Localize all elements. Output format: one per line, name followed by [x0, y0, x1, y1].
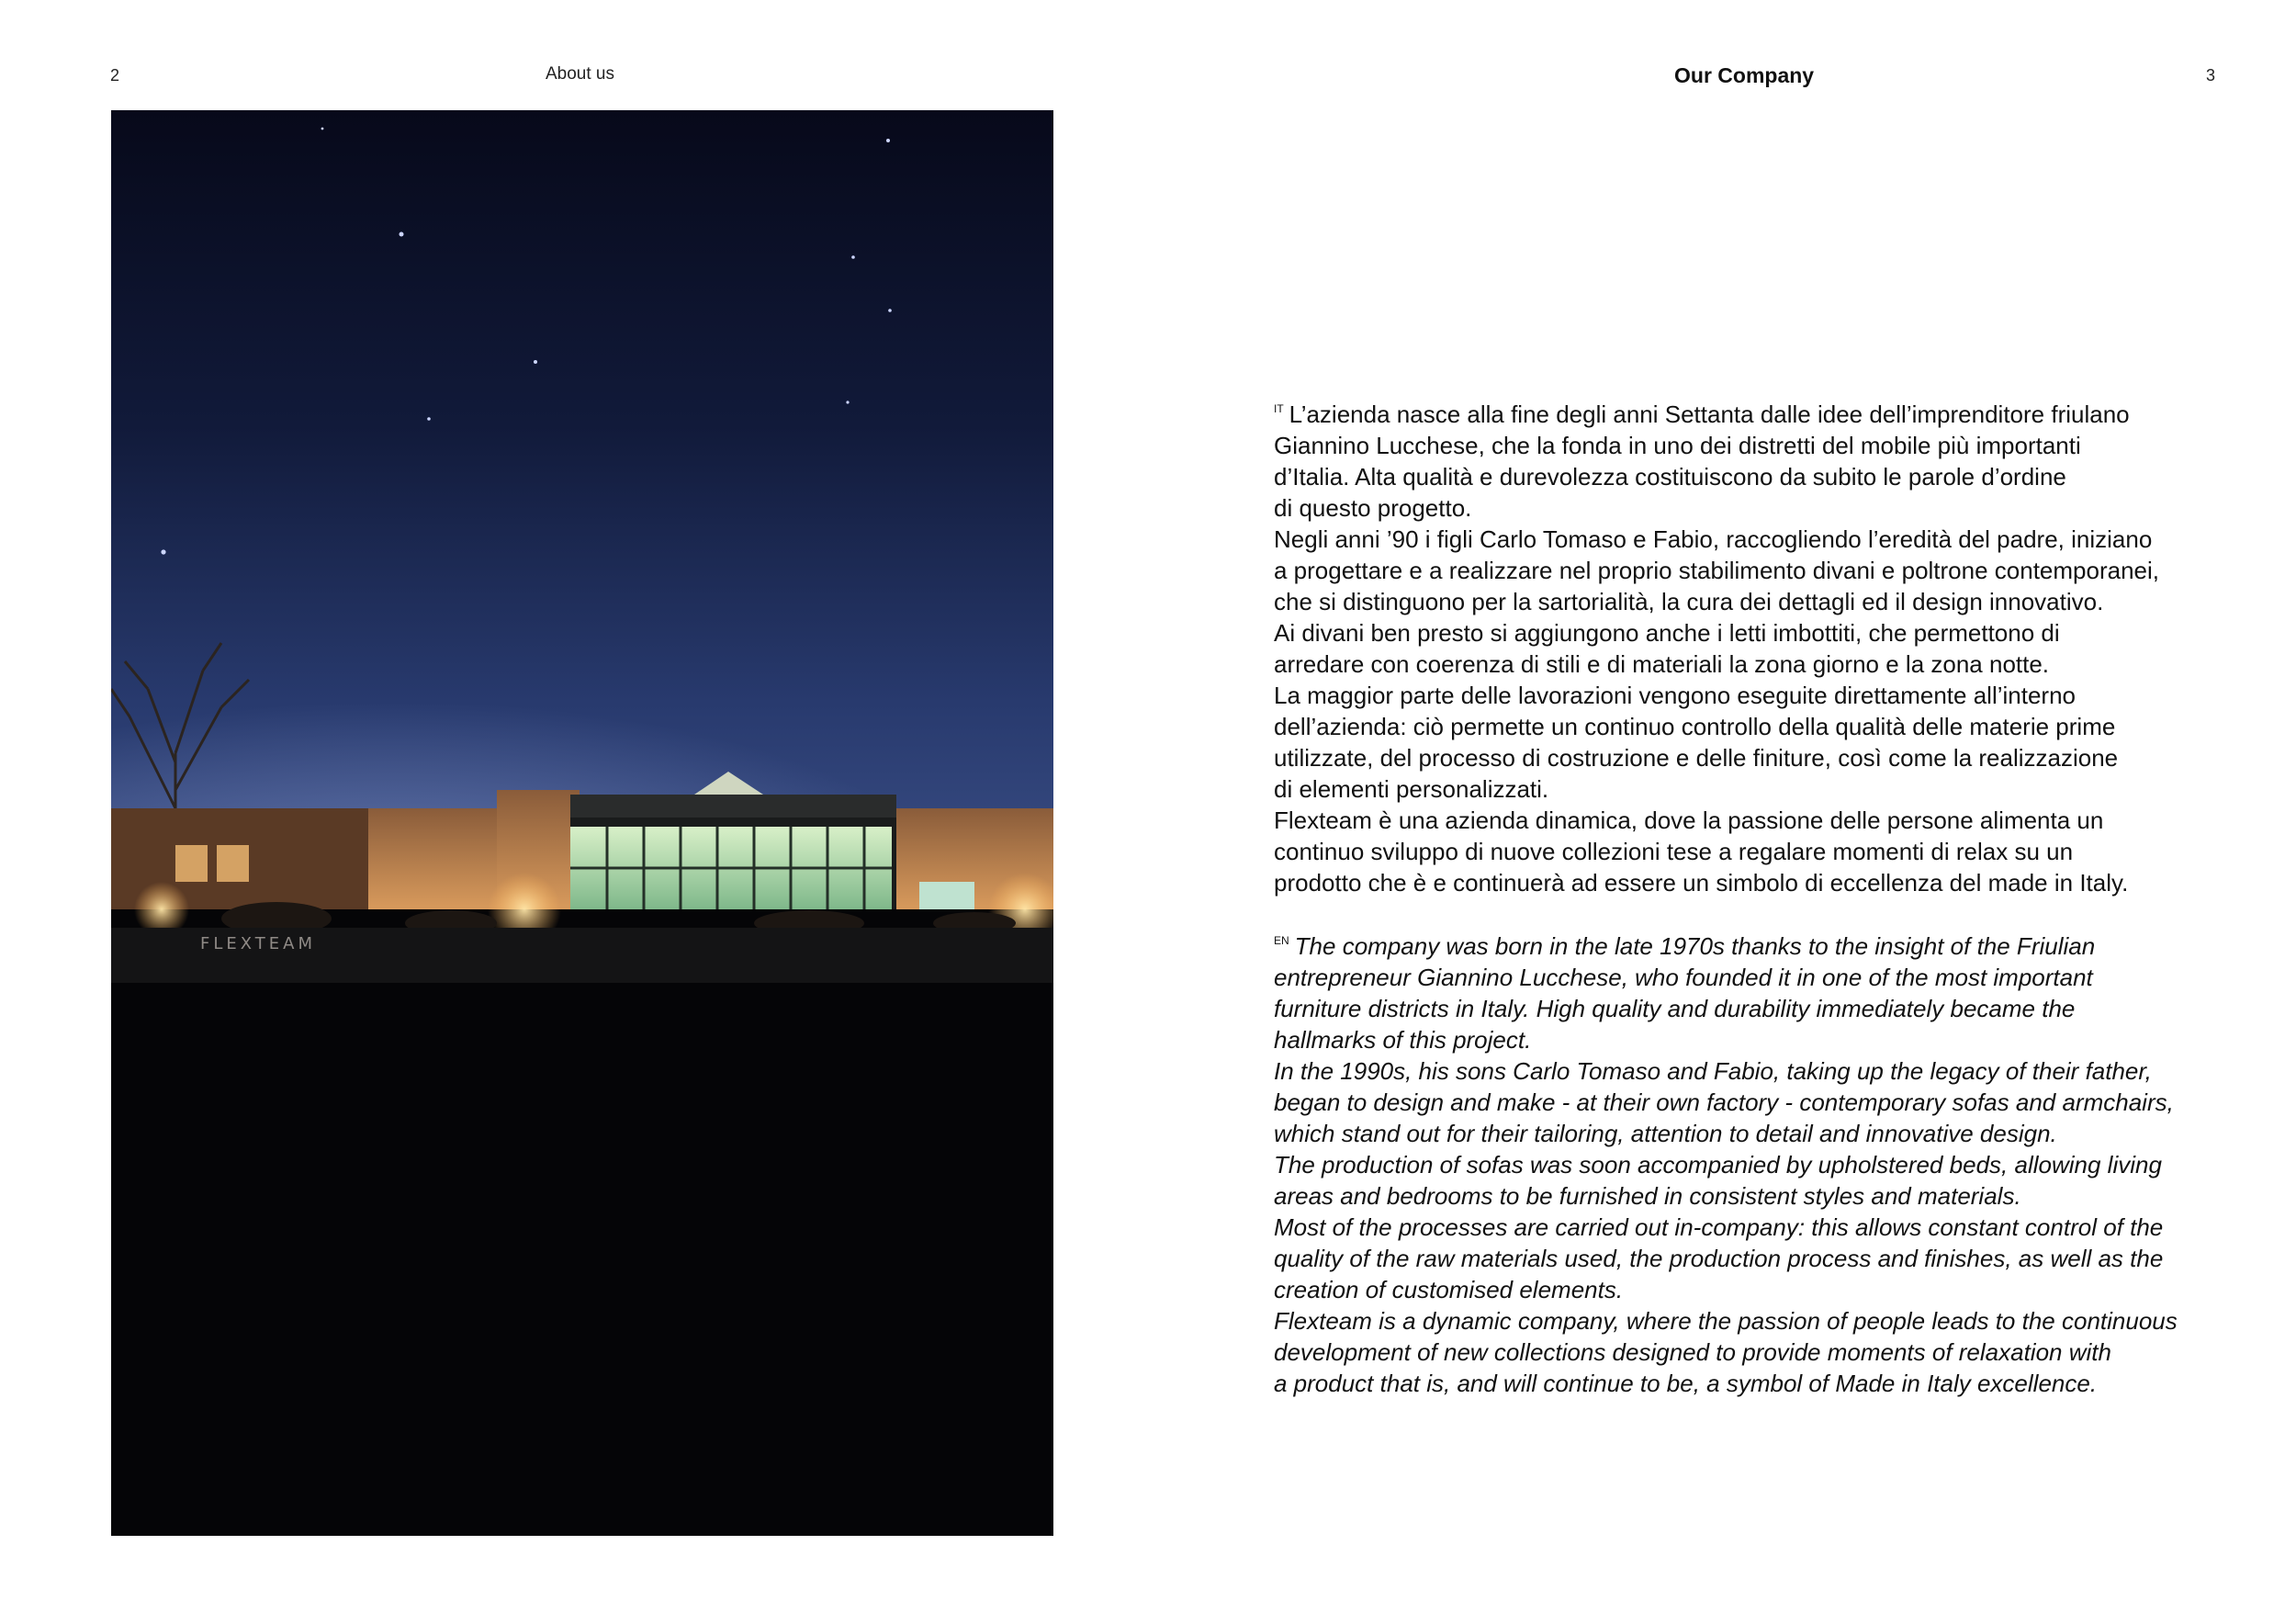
text-line: furniture districts in Italy. High quality and durability immediately became the — [1274, 995, 2076, 1022]
text-line: Flexteam è una azienda dinamica, dove la passione delle persone alimenta un — [1274, 806, 2104, 834]
text-line: $^{EN}$ The company was born in the late 1970s thanks to the insight of the Friulian — [1274, 932, 2096, 960]
text-line: di elementi personalizzati. — [1274, 775, 1549, 803]
text-line: began to design and make - at their own factory - contemporary sofas and armchairs, — [1274, 1088, 2174, 1116]
text-line: dell’azienda: ciò permette un continuo controllo della qualità delle materie prime — [1274, 713, 2116, 740]
text-line: areas and bedrooms to be furnished in consistent styles and materials. — [1274, 1182, 2021, 1210]
text-line: che si distinguono per la sartorialità, la cura dei dettagli ed il design innovativo. — [1274, 588, 2104, 615]
text-line: development of new collections designed to provide moments of relaxation with — [1274, 1338, 2111, 1366]
text-line: In the 1990s, his sons Carlo Tomaso and Fabio, taking up the legacy of their father, — [1274, 1057, 2152, 1085]
text-line: creation of customised elements. — [1274, 1276, 1624, 1303]
factory-night-scene — [111, 110, 1053, 1536]
text-line: Flexteam is a dynamic company, where the passion of people leads to the continuous — [1274, 1307, 2178, 1335]
english-text — [1274, 925, 2229, 1399]
text-line: $^{IT}$ L’azienda nasce alla fine degli anni Settanta dalle idee dell’imprenditore friulano — [1274, 400, 2130, 428]
text-line: continuo sviluppo di nuove collezioni tese a regalare momenti di relax su un — [1274, 838, 2074, 865]
text-line: which stand out for their tailoring, attention to detail and innovative design. — [1274, 1120, 2057, 1147]
page-title: Our Company — [1674, 63, 1815, 87]
language-tag-en: EN — [1274, 934, 1289, 947]
text-line: La maggior parte delle lavorazioni vengono eseguite direttamente all’interno — [1274, 682, 2076, 709]
text-line: The production of sofas was soon accompanied by upholstered beds, allowing living — [1274, 1151, 2162, 1179]
text-line: arredare con coerenza di stili e di materiali la zona giorno e la zona notte. — [1274, 650, 2050, 678]
text-line: di questo progetto. — [1274, 494, 1472, 522]
text-line: Giannino Lucchese, che la fonda in uno dei distretti del mobile più importanti — [1274, 432, 2081, 459]
text-line: Ai divani ben presto si aggiungono anche i letti imbottiti, che permettono di — [1274, 619, 2060, 647]
text-line: hallmarks of this project. — [1274, 1026, 1532, 1054]
language-tag-it: IT — [1274, 402, 1284, 415]
italian-text — [1274, 393, 2229, 898]
text-line: quality of the raw materials used, the production process and finishes, as well as the — [1274, 1245, 2164, 1272]
text-line: utilizzate, del processo di costruzione e delle finiture, così come la realizzazione — [1274, 744, 2119, 772]
flexteam-sign: FLEXTEAM — [200, 934, 316, 953]
factory-night-photo — [111, 110, 1053, 1536]
text-line: entrepreneur Giannino Lucchese, who founded it in one of the most important — [1274, 964, 2093, 991]
text-line: Negli anni ’90 i figli Carlo Tomaso e Fabio, raccogliendo l’eredità del padre, iniziano — [1274, 525, 2153, 553]
text-line: d’Italia. Alta qualità e durevolezza costituiscono da subito le parole d’ordine — [1274, 463, 2066, 491]
left-page-number: 2 — [110, 66, 120, 85]
text-line: a progettare e a realizzare nel proprio stabilimento divani e poltrone contemporanei, — [1274, 557, 2160, 584]
text-line: prodotto che è e continuerà ad essere un simbolo di eccellenza del made in Italy. — [1274, 869, 2129, 897]
left-section-header: About us — [546, 64, 614, 84]
text-line: a product that is, and will continue to be, a symbol of Made in Italy excellence. — [1274, 1370, 2098, 1397]
right-page-number: 3 — [2206, 66, 2216, 85]
text-line: Most of the processes are carried out in-company: this allows constant control of the — [1274, 1213, 2164, 1241]
